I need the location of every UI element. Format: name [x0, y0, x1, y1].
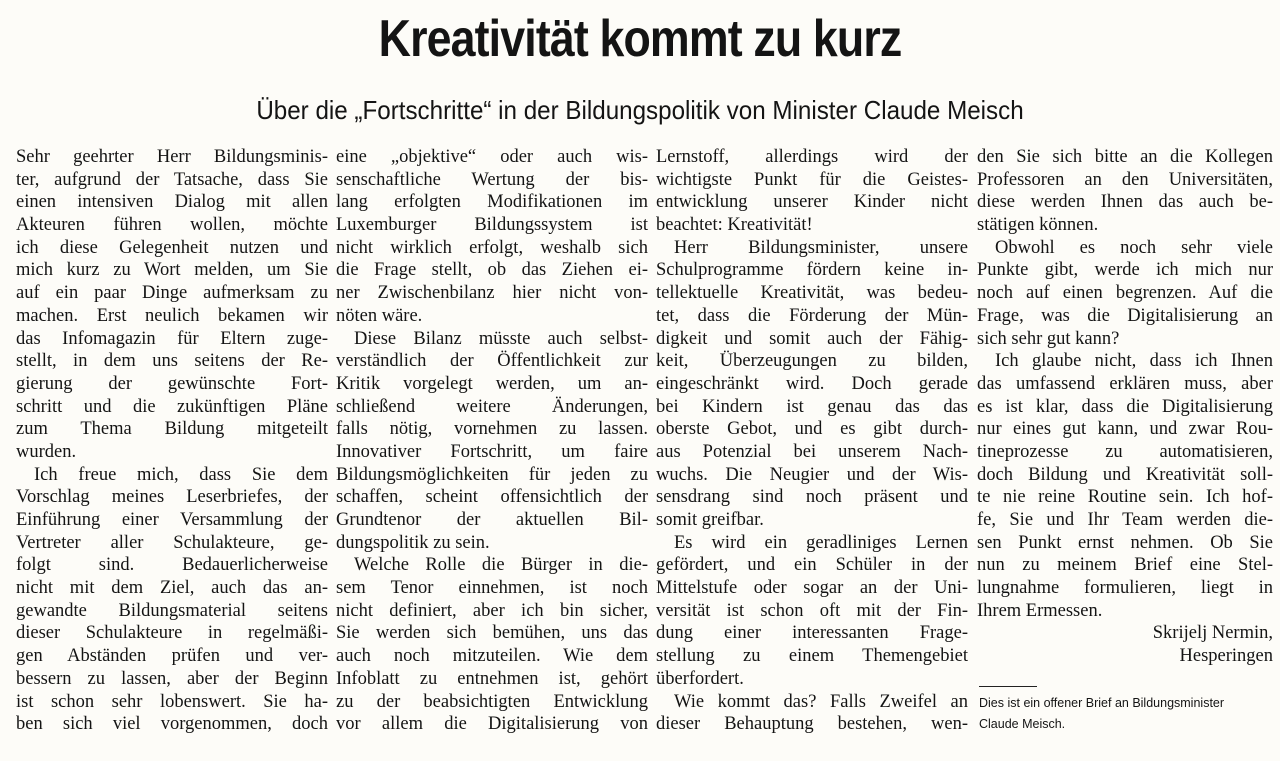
text-line: Innovativer Fortschritt, um faire — [336, 441, 648, 462]
text-line: nicht wirklich erfolgt, weshalb sich — [336, 237, 648, 258]
text-line: Einführung einer Versammlung der — [16, 510, 328, 530]
text-line: stätigen können. — [977, 215, 1099, 236]
text-line: Akteuren führen wollen, möchte — [16, 215, 328, 236]
text-line: gefördert, und ein Schüler in der — [656, 555, 968, 576]
text-line: Luxemburger Bildungssystem ist — [336, 215, 648, 236]
article-column-1 — [16, 146, 328, 736]
article-column-2 — [336, 146, 648, 736]
text-line: lang erfolgten Modifikationen im — [336, 192, 648, 213]
text-line: Frage, was die Digitalisierung an — [977, 305, 1273, 326]
text-line: ter, aufgrund der Tatsache, dass Sie — [16, 169, 328, 190]
text-line: ich diese Gelegenheit nutzen und — [16, 237, 328, 258]
text-line: sen Punkt ernst nehmen. Ob Sie — [977, 532, 1273, 553]
text-line: nöten wäre. — [336, 305, 423, 326]
text-line: sich sehr gut kann? — [977, 328, 1120, 349]
text-line: auch noch mitzuteilen. Wie dem — [336, 646, 648, 667]
footnote-divider — [979, 686, 1037, 687]
text-line: falls nötig, vornehmen zu lassen. — [336, 419, 648, 440]
text-line: dieser Schulakteure in regelmäßi- — [16, 623, 328, 644]
text-line: ner Zwischenbilanz hier nicht von- — [336, 283, 648, 304]
text-line: senschaftliche Wertung der bis- — [336, 169, 648, 190]
text-line: tellektuelle Kreativität, was bedeu- — [656, 283, 968, 304]
text-line: einen intensiven Dialog mit allen — [16, 192, 328, 213]
text-line: dungspolitik zu sein. — [336, 532, 490, 553]
text-line: versität ist schon oft mit der Fin- — [656, 600, 968, 621]
text-line: nicht mit dem Ziel, auch das an- — [16, 578, 328, 599]
text-line: Ich glaube nicht, dass ich Ihnen — [995, 351, 1273, 372]
text-line: Lernstoff, allerdings wird der — [656, 147, 968, 167]
text-line: wurden. — [16, 441, 77, 462]
text-line: es ist klar, dass die Digitalisierung — [977, 396, 1273, 417]
text-line: sem Tenor einnehmen, ist noch — [336, 578, 648, 599]
text-line: fe, Sie und Ihr Team werden die- — [977, 510, 1273, 530]
text-line: Bildungsmöglichkeiten für jeden zu — [336, 464, 648, 485]
text-line: tineprozesse zu automatisieren, — [977, 441, 1273, 462]
text-line: dieser Behauptung bestehen, wen- — [656, 714, 968, 735]
text-line: Professoren an den Universitäten, — [977, 169, 1273, 190]
text-line: stellung zu einem Themengebiet — [656, 646, 968, 667]
text-line: gewandte Bildungsmaterial seitens — [16, 600, 328, 621]
text-line: den Sie sich bitte an die Kollegen — [977, 147, 1273, 167]
author-name: Skrijelj Nermin, — [1152, 623, 1273, 644]
text-line: lungnahme formulieren, liegt in — [977, 578, 1273, 599]
text-line: diese werden Ihnen das auch be- — [977, 192, 1273, 213]
text-line: Diese Bilanz müsste auch selbst- — [354, 328, 648, 349]
text-line: doch Bildung und Kreativität soll- — [977, 464, 1273, 485]
text-line: auf ein paar Dinge aufmerksam zu — [16, 283, 328, 304]
author-location: Hesperingen — [1179, 646, 1273, 667]
subheadline: Über die „Fortschritte“ in der Bildungspolitik von Minister Claude Meisch — [256, 95, 1024, 125]
text-line: ist schon sehr lobenswert. Sie ha- — [16, 691, 328, 712]
text-line: noch auf einen begrenzen. Auf die — [977, 283, 1273, 304]
headline: Kreativität kommt zu kurz — [378, 10, 902, 68]
text-line: stellt, in dem uns seitens der Re- — [16, 351, 328, 372]
text-line: zu der beabsichtigten Entwicklung — [336, 691, 648, 712]
text-line: beachtet: Kreativität! — [656, 215, 813, 236]
text-line: vor allem die Digitalisierung von — [336, 714, 648, 735]
text-line: nun zu meinem Brief eine Stel- — [977, 555, 1273, 576]
text-line: entwicklung unserer Kinder nicht — [656, 192, 968, 213]
text-line: eingeschränkt wird. Doch gerade — [656, 373, 968, 394]
text-line: aus Potenzial bei unserem Nach- — [656, 441, 968, 462]
text-line: nur eines gut kann, und zwar Rou- — [977, 419, 1273, 440]
text-line: das umfassend erklären muss, aber — [977, 373, 1273, 394]
text-line: te nie reine Routine sein. Ich hof- — [977, 487, 1273, 508]
text-line: die Frage stellt, ob das Ziehen ei- — [336, 260, 648, 281]
text-line: nicht definiert, aber ich bin sicher, — [336, 600, 648, 621]
text-line: bessern zu lassen, aber der Beginn — [16, 668, 328, 689]
text-line: Es wird ein geradliniges Lernen — [674, 532, 968, 553]
text-line: gen Abständen prüfen und ver- — [16, 646, 328, 667]
text-line: wuchs. Die Neugier und der Wis- — [656, 464, 968, 485]
text-line: Schulprogramme fördern keine in- — [656, 260, 968, 281]
text-line: folgt sind. Bedauerlicherweise — [16, 555, 328, 576]
text-line: Herr Bildungsminister, unsere — [674, 237, 968, 258]
article-column-3 — [656, 146, 968, 736]
text-line: Vertreter aller Schulakteure, ge- — [16, 532, 328, 553]
text-line: somit greifbar. — [656, 510, 764, 530]
footnote — [979, 693, 1279, 735]
text-line: mich kurz zu Wort melden, um Sie — [16, 260, 328, 281]
text-line: Kritik vorgelegt werden, um an- — [336, 373, 648, 394]
text-line: Ihrem Ermessen. — [977, 600, 1103, 621]
text-line: Punkte gibt, werde ich mich nur — [977, 260, 1273, 281]
text-line: schaffen, scheint offensichtlich der — [336, 487, 648, 508]
text-line: Ich freue mich, dass Sie dem — [34, 464, 328, 485]
text-line: sensdrang sind noch präsent und — [656, 487, 968, 508]
text-line: das Infomagazin für Eltern zuge- — [16, 328, 328, 349]
footnote-line: Dies ist ein offener Brief an Bildungsminister — [979, 696, 1225, 710]
text-line: keit, Überzeugungen zu bilden, — [656, 351, 968, 372]
text-line: eine „objektive“ oder auch wis- — [336, 147, 648, 167]
text-line: Welche Rolle die Bürger in die- — [354, 555, 648, 576]
text-line: überfordert. — [656, 668, 744, 689]
text-line: Wie kommt das? Falls Zweifel an — [674, 691, 968, 712]
text-line: Grundtenor der aktuellen Bil- — [336, 510, 648, 530]
text-line: dung einer interessanten Frage- — [656, 623, 968, 644]
text-line: Sehr geehrter Herr Bildungsminis- — [16, 147, 328, 167]
text-line: verständlich der Öffentlichkeit zur — [336, 351, 648, 372]
footnote-line: Claude Meisch. — [979, 717, 1066, 731]
text-line: schließend weitere Änderungen, — [336, 396, 648, 417]
text-line: tet, dass die Förderung der Mün- — [656, 305, 968, 326]
text-line: oberste Gebot, und es gibt durch- — [656, 419, 968, 440]
text-line: Mittelstufe oder sogar an der Uni- — [656, 578, 968, 599]
text-line: digkeit und somit auch der Fähig- — [656, 328, 968, 349]
text-line: zum Thema Bildung mitgeteilt — [16, 419, 328, 440]
text-line: bei Kindern ist genau das das — [656, 396, 968, 417]
text-line: ben sich viel vorgenommen, doch — [16, 714, 328, 735]
text-line: schritt und die zukünftigen Pläne — [16, 396, 328, 417]
text-line: wichtigste Punkt für die Geistes- — [656, 169, 968, 190]
text-line: Sie werden sich bemühen, uns das — [336, 623, 648, 644]
text-line: gierung der gewünschte Fort- — [16, 373, 328, 394]
text-line: Obwohl es noch sehr viele — [995, 237, 1273, 258]
text-line: Vorschlag meines Leserbriefes, der — [16, 487, 328, 508]
text-line: Infoblatt zu entnehmen ist, gehört — [336, 668, 648, 689]
text-line: machen. Erst neulich bekamen wir — [16, 305, 328, 326]
article-column-4 — [977, 146, 1273, 668]
